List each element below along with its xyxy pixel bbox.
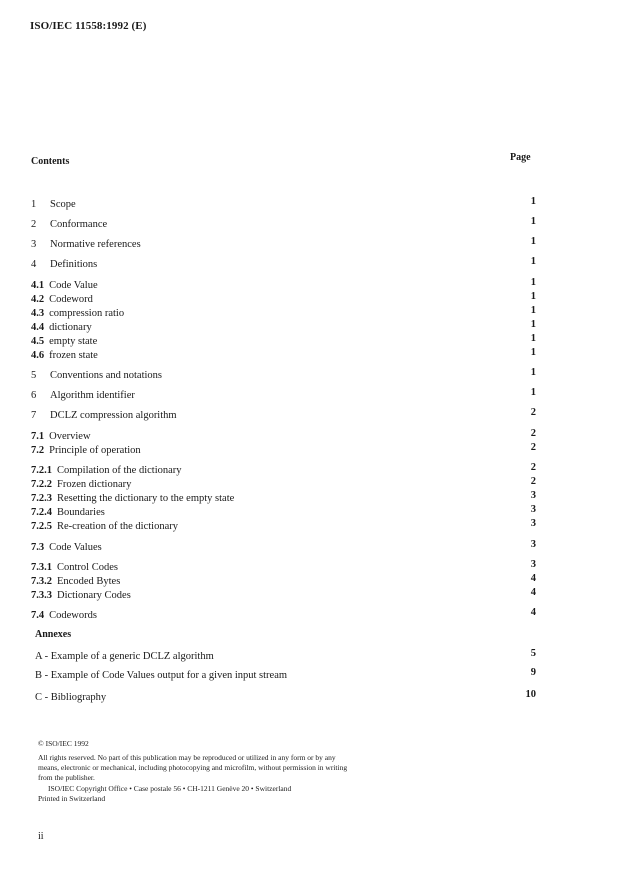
- rights-line: means, electronic or mechanical, including photocopying and microfilm, without permission in writing: [38, 763, 348, 772]
- toc-entry-number: 7.2: [31, 445, 45, 456]
- toc-entry-title: Encoded Bytes: [57, 576, 121, 587]
- toc-entry-title: compression ratio: [49, 308, 125, 319]
- toc-entry-page: 1: [530, 196, 536, 207]
- toc-entry: [31, 321, 538, 334]
- rights-line: All rights reserved. No part of this publication may be reproduced or utilized in any form or by any: [38, 753, 336, 762]
- toc-entry: [31, 349, 538, 362]
- toc-entry-title: empty state: [49, 336, 98, 347]
- toc-entry-page: 1: [530, 387, 536, 398]
- toc-entry: [31, 258, 538, 271]
- toc-entry-page: 4: [530, 607, 536, 618]
- toc-entry-number: 7.1: [31, 431, 45, 442]
- toc-entry-number: 4.4: [31, 322, 45, 333]
- toc-entry: [31, 589, 538, 602]
- toc-entry-title: Compilation of the dictionary: [57, 465, 182, 476]
- page-column-heading: Page: [510, 152, 531, 163]
- toc-entry-page: 3: [530, 539, 536, 550]
- toc-entry-number: 7: [31, 410, 37, 421]
- toc-entry-title: dictionary: [49, 322, 92, 333]
- toc-entry-page: 2: [530, 442, 536, 453]
- annex-entry: [35, 669, 538, 682]
- toc-entry: [31, 506, 538, 519]
- toc-entry-title: Frozen dictionary: [57, 479, 132, 490]
- toc-entry: [31, 238, 538, 251]
- toc-entry: [31, 335, 538, 348]
- copyright-line: © ISO/IEC 1992: [38, 739, 89, 748]
- toc-entry: [31, 561, 538, 574]
- copyright-notice: [38, 739, 398, 804]
- toc-entry-title: Normative references: [50, 239, 141, 250]
- toc-entry-page: 1: [530, 216, 536, 227]
- toc-entry-title: Algorithm identifier: [50, 390, 135, 401]
- toc-entry-title: frozen state: [49, 350, 98, 361]
- contents-heading: Contents: [31, 156, 70, 167]
- toc-entry-title: Code Values: [49, 542, 102, 553]
- toc-entry: [31, 218, 538, 231]
- annex-entry-page: 10: [525, 689, 536, 700]
- toc-entry: [31, 444, 538, 457]
- toc-entry: [31, 575, 538, 588]
- toc-entry-page: 3: [530, 490, 536, 501]
- toc-entry-page: 3: [530, 559, 536, 570]
- toc-entry: [31, 198, 538, 211]
- toc-entry-page: 1: [530, 347, 536, 358]
- toc-entry: [31, 609, 538, 622]
- toc-entry-title: Code Value: [49, 280, 98, 291]
- toc-entry-page: 1: [530, 291, 536, 302]
- toc-entry-page: 1: [530, 277, 536, 288]
- toc-entry-title: Dictionary Codes: [57, 590, 131, 601]
- toc-entry-number: 4.1: [31, 280, 45, 291]
- toc-entry-page: 1: [530, 305, 536, 316]
- toc-entry-title: Conventions and notations: [50, 370, 162, 381]
- rights-line: from the publisher.: [38, 773, 95, 782]
- annexes-heading: Annexes: [35, 629, 72, 640]
- toc-entry-number: 3: [31, 239, 37, 250]
- toc-entry-title: Codewords: [49, 610, 97, 621]
- toc-entry-number: 4.2: [31, 294, 45, 305]
- annex-entry-title: B - Example of Code Values output for a given input stream: [35, 670, 288, 681]
- toc-entry-number: 1: [31, 199, 37, 210]
- toc-entry-page: 1: [530, 256, 536, 267]
- toc-entry-title: Boundaries: [57, 507, 105, 518]
- toc-entry-page: 2: [530, 407, 536, 418]
- toc-entry: [31, 279, 538, 292]
- toc-entry: [31, 293, 538, 306]
- toc-entry-number: 2: [31, 219, 37, 230]
- toc-entry-title: Re-creation of the dictionary: [57, 521, 178, 532]
- document-header: ISO/IEC 11558:1992 (E): [30, 20, 147, 32]
- toc-entry: [31, 369, 538, 382]
- toc-entry-number: 7.2.1: [31, 465, 52, 476]
- toc-entry-title: Definitions: [50, 259, 98, 270]
- toc-entry-title: Principle of operation: [49, 445, 141, 456]
- toc-entry-number: 7.3: [31, 542, 45, 553]
- toc-entry-page: 2: [530, 476, 536, 487]
- annex-entry-page: 9: [530, 667, 536, 678]
- annex-entry-title: A - Example of a generic DCLZ algorithm: [35, 651, 214, 662]
- toc-entry-page: 3: [530, 518, 536, 529]
- toc-entry-title: Scope: [50, 199, 76, 210]
- toc-entry-page: 1: [530, 333, 536, 344]
- toc-entry-page: 3: [530, 504, 536, 515]
- annex-entry-title: C - Bibliography: [35, 692, 107, 703]
- toc-entry-page: 4: [530, 573, 536, 584]
- printed-line: Printed in Switzerland: [38, 794, 106, 803]
- page-number: ii: [38, 831, 44, 842]
- annex-entry: [35, 650, 538, 663]
- toc-entry-number: 4.5: [31, 336, 45, 347]
- toc-entry-title: DCLZ compression algorithm: [50, 410, 177, 421]
- toc-entry-number: 7.3.3: [31, 590, 52, 601]
- toc-entry: [31, 430, 538, 443]
- toc-entry-page: 1: [530, 367, 536, 378]
- toc-entry-number: 7.3.2: [31, 576, 52, 587]
- annex-entry: [35, 691, 538, 704]
- toc-entry: [31, 520, 538, 533]
- copyright-office-line: ISO/IEC Copyright Office • Case postale 56 • CH-1211 Genève 20 • Switzerland: [48, 784, 292, 793]
- toc-entry-title: Overview: [49, 431, 91, 442]
- toc-entry-page: 1: [530, 319, 536, 330]
- toc-entry: [31, 409, 538, 422]
- toc-entry-number: 7.2.3: [31, 493, 52, 504]
- toc-entry: [31, 541, 538, 554]
- toc-entry-number: 7.3.1: [31, 562, 52, 573]
- toc-entry-page: 2: [530, 462, 536, 473]
- toc-entry: [31, 389, 538, 402]
- toc-entry-page: 1: [530, 236, 536, 247]
- toc-entry-page: 2: [530, 428, 536, 439]
- toc-entry-page: 4: [530, 587, 536, 598]
- toc-entry-title: Resetting the dictionary to the empty state: [57, 493, 235, 504]
- toc-entry-title: Conformance: [50, 219, 108, 230]
- toc-entry-number: 4.6: [31, 350, 45, 361]
- toc-entry-number: 7.2.5: [31, 521, 52, 532]
- toc-entry: [31, 492, 538, 505]
- toc-entry-number: 7.2.2: [31, 479, 52, 490]
- toc-entry: [31, 464, 538, 477]
- toc-entry-number: 4: [31, 259, 37, 270]
- toc-entry-title: Codeword: [49, 294, 93, 305]
- toc-entry-number: 7.4: [31, 610, 45, 621]
- toc-entry-number: 5: [31, 370, 37, 381]
- toc-entry-number: 7.2.4: [31, 507, 52, 518]
- toc-entry: [31, 478, 538, 491]
- toc-entry-number: 6: [31, 390, 37, 401]
- annex-entry-page: 5: [530, 648, 536, 659]
- toc-entry: [31, 307, 538, 320]
- toc-entry-title: Control Codes: [57, 562, 118, 573]
- toc-entry-number: 4.3: [31, 308, 45, 319]
